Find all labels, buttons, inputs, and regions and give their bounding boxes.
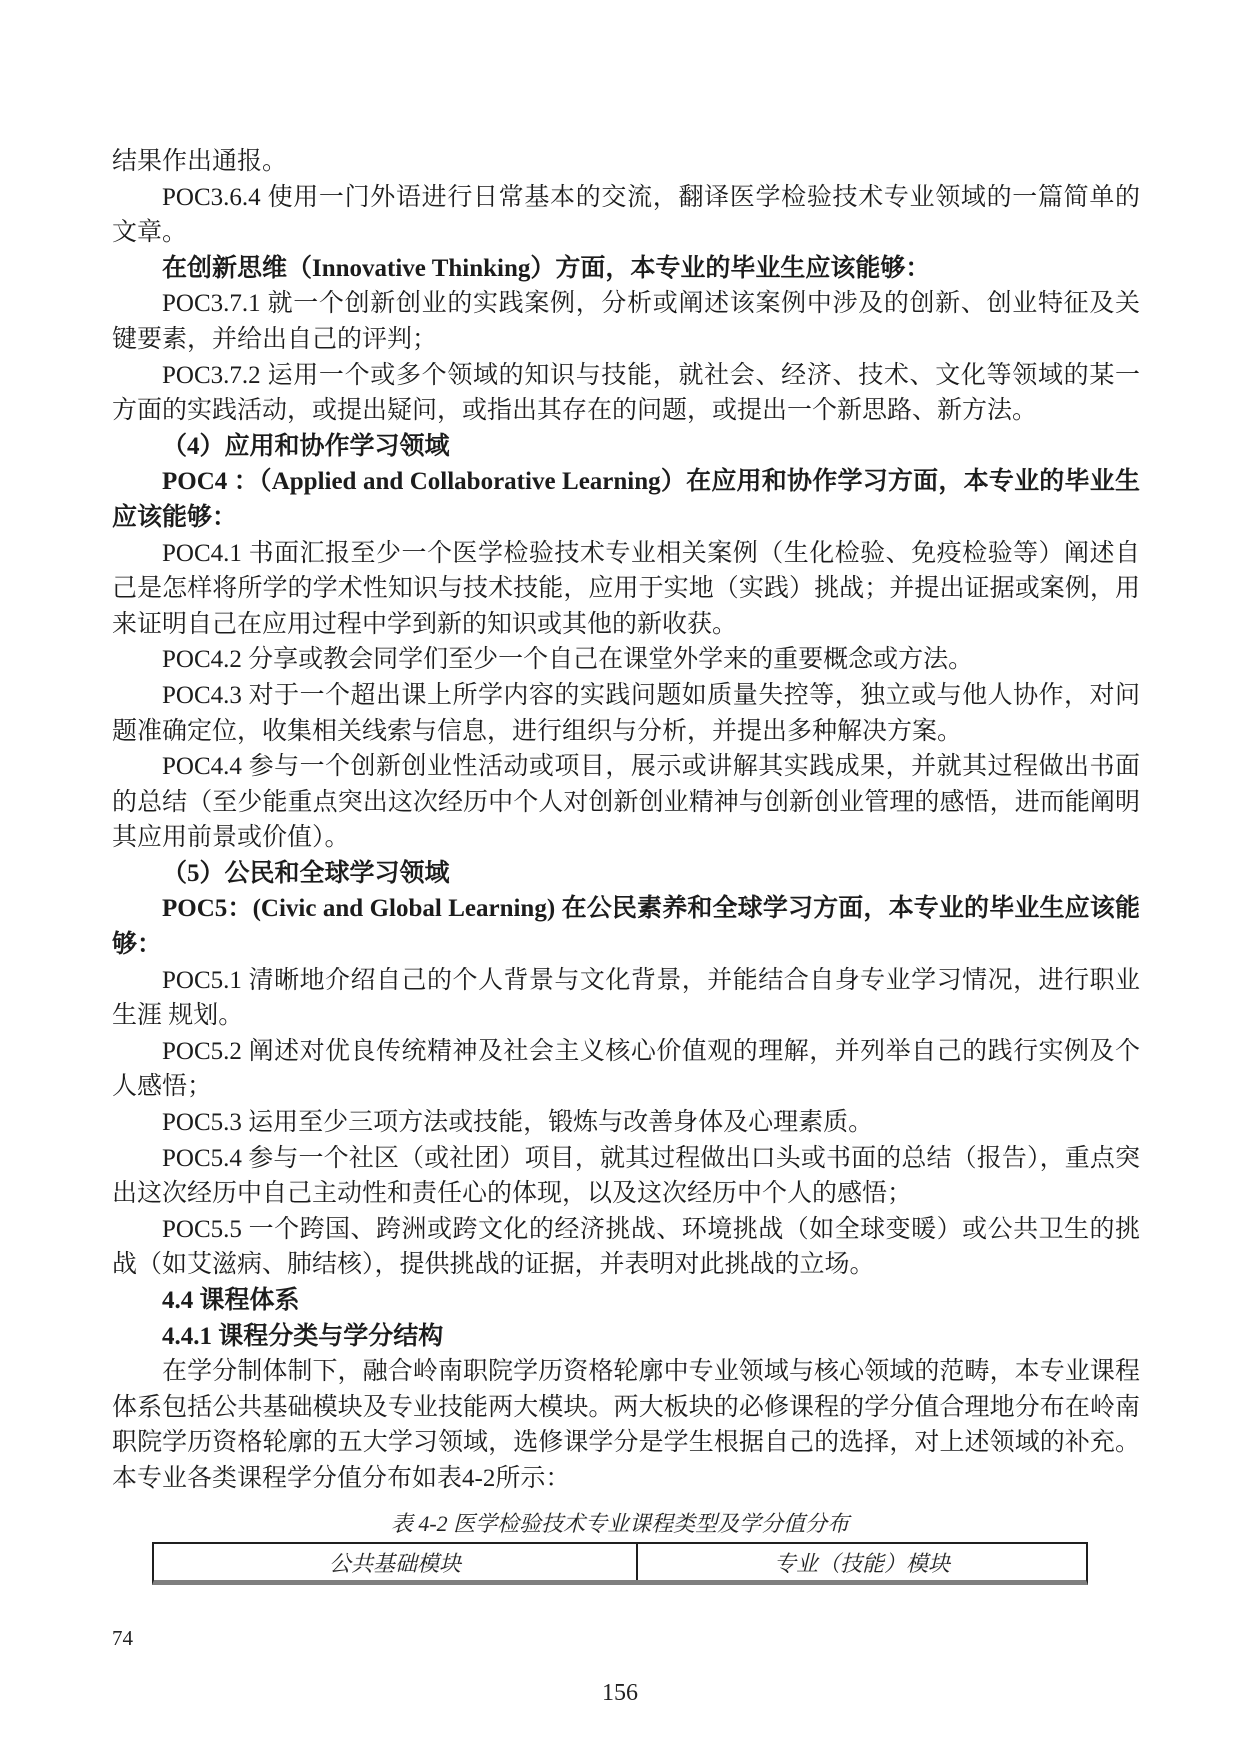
paragraph-credit-system-intro: 在学分制体制下，融合岭南职院学历资格轮廓中专业领域与核心领域的范畴，本专业课程体系包括公共基础模块及专业技能两大模块。两大板块的必修课程的学分值合理地分布在岭南职院学历资格轮廓的五大学习领域，选修课学分是学生根据自己的选择，对上述领域的补充。本专业各类课程学分值分布如表4-2所示： [112, 1358, 1140, 1492]
credit-table [152, 1542, 1088, 1585]
paragraph-poc5-1: POC5.1 清晰地介绍自己的个人背景与文化背景，并能结合自身专业学习情况，进行职业生涯 规划。 [112, 966, 1140, 1030]
heading-domain-5-civic-global: （5）公民和全球学习领域 [162, 859, 450, 887]
paragraph-results-report: 结果作出通报。 [112, 148, 288, 175]
footnote-number: 74 [112, 1626, 133, 1650]
paragraph-poc4-3: POC4.3 对于一个超出课上所学内容的实践问题如质量失控等，独立或与他人协作，对问题准确定位，收集相关线索与信息，进行组织与分析，并提出多种解决方案。 [112, 681, 1140, 745]
paragraph-poc4-1: POC4.1 书面汇报至少一个医学检验技术专业相关案例（生化检验、免疫检验等）阐述自己是怎样将所学的学术性知识与技术技能，应用于实地（实践）挑战；并提出证据或案例，用来证明自己在应用过程中学到新的知识或其他的新收获。 [112, 539, 1140, 638]
paragraph-poc4-4: POC4.4 参与一个创新创业性活动或项目，展示或讲解其实践成果，并就其过程做出书面的总结（至少能重点突出这次经历中个人对创新创业精神与创新创业管理的感悟，进而能阐明其应用前景或价值）。 [112, 753, 1140, 852]
paragraph-poc3-6-4: POC3.6.4 使用一门外语进行日常基本的交流，翻译医学检验技术专业领域的一篇简单的文章。 [112, 183, 1140, 247]
page-number: 156 [602, 1680, 638, 1706]
table-header-cell-professional-skill-module: 专业（技能）模块 [773, 1550, 950, 1576]
heading-innovative-thinking: 在创新思维（Innovative Thinking）方面，本专业的毕业生应该能够： [162, 254, 931, 282]
heading-4-4-curriculum-system: 4.4 课程体系 [162, 1287, 300, 1314]
paragraph-poc5-2: POC5.2 阐述对优良传统精神及社会主义核心价值观的理解，并列举自己的践行实例及个人感悟； [112, 1037, 1140, 1101]
paragraph-poc3-7-1: POC3.7.1 就一个创新创业的实践案例，分析或阐述该案例中涉及的创新、创业特征及关键要素，并给出自己的评判； [112, 290, 1140, 353]
heading-poc4: POC4 ：（Applied and Collaborative Learning）在应用和协作学习方面，本专业的毕业生应该能够： [112, 468, 1140, 531]
paragraph-poc5-4: POC5.4 参与一个社区（或社团）项目，就其过程做出口头或书面的总结（报告），重点突出这次经历中自己主动性和责任心的体现，以及这次经历中个人的感悟； [112, 1144, 1140, 1208]
heading-domain-4-applied-collaborative: （4）应用和协作学习领域 [162, 432, 450, 460]
table-header-cell-public-basic-module: 公共基础模块 [154, 1544, 638, 1580]
paragraph-poc5-3: POC5.3 运用至少三项方法或技能，锻炼与改善身体及心理素质。 [162, 1109, 874, 1137]
heading-poc5: POC5：(Civic and Global Learning) 在公民素养和全球学习方面，本专业的毕业生应该能够： [112, 895, 1140, 959]
paragraph-poc3-7-2: POC3.7.2 运用一个或多个领域的知识与技能，就社会、经济、技术、文化等领域的某一方面的实践活动，或提出疑问，或指出其存在的问题，或提出一个新思路、新方法。 [112, 361, 1140, 425]
table-caption: 表 4-2 医学检验技术专业课程类型及学分值分布 [390, 1511, 850, 1536]
paragraph-poc4-2: POC4.2 分享或教会同学们至少一个自己在课堂外学来的重要概念或方法。 [162, 646, 974, 674]
paragraph-poc5-5: POC5.5 一个跨国、跨洲或跨文化的经济挑战、环境挑战（如全球变暖）或公共卫生的挑战（如艾滋病、肺结核），提供挑战的证据，并表明对此挑战的立场。 [112, 1215, 1140, 1279]
document-body [112, 144, 1140, 1497]
heading-4-4-1-classification-credit-structure: 4.4.1 课程分类与学分结构 [162, 1322, 444, 1350]
